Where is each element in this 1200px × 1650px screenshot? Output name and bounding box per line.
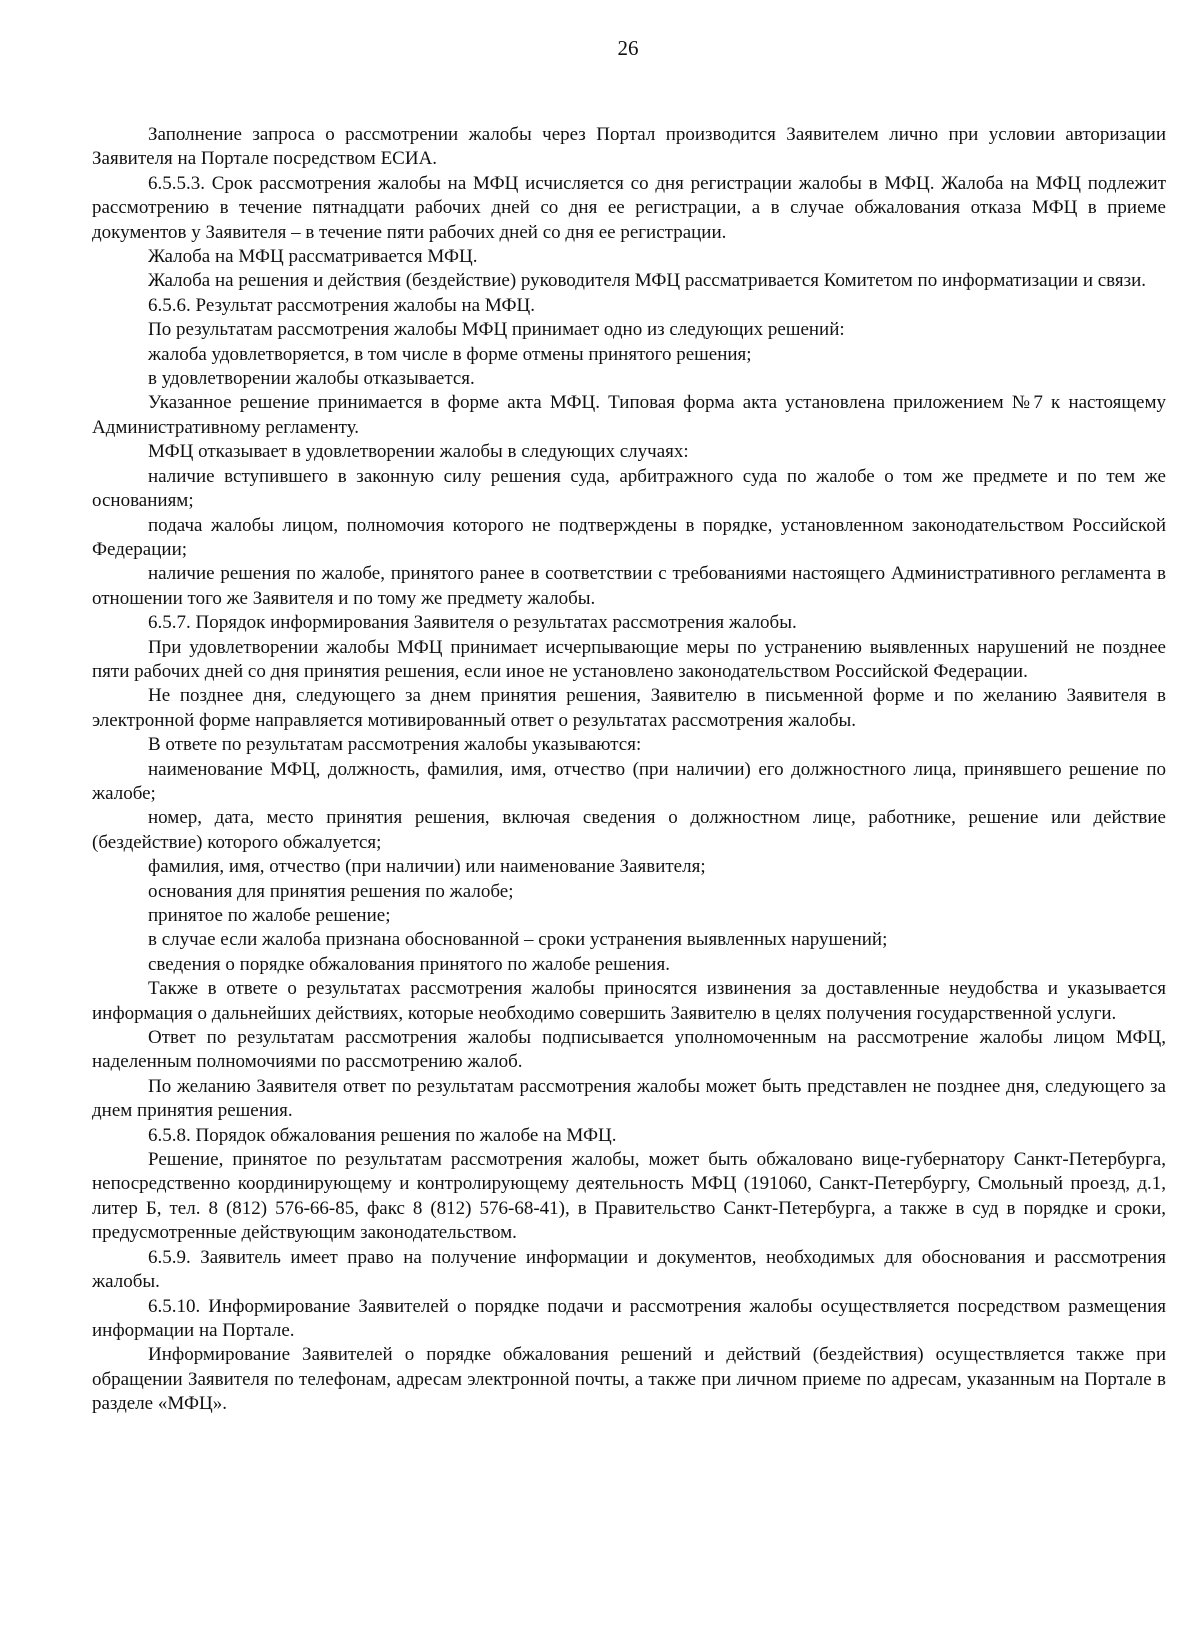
paragraph: Указанное решение принимается в форме акта МФЦ. Типовая форма акта установлена приложением №7 к настоящему Административному регламенту. [92, 392, 1166, 438]
paragraph: По результатам рассмотрения жалобы МФЦ принимает одно из следующих решений: [148, 319, 845, 341]
paragraph: Ответ по результатам рассмотрения жалобы подписывается уполномоченным на рассмотрение жалобы лицом МФЦ, наделенным полномочиями по рассмотрению жалоб. [92, 1027, 1166, 1073]
paragraph: 6.5.10. Информирование Заявителей о порядке подачи и рассмотрения жалобы осуществляется посредством размещения информации на Портале. [92, 1295, 1166, 1341]
paragraph: Также в ответе о результатах рассмотрения жалобы приносятся извинения за доставленные неудобства и указывается информация о дальнейших действиях, которые необходимо совершить Заявителю в целях получения государственной услуги. [92, 978, 1166, 1024]
paragraph: в случае если жалоба признана обоснованной – сроки устранения выявленных нарушений; [148, 929, 888, 951]
paragraph: сведения о порядке обжалования принятого по жалобе решения. [148, 953, 670, 975]
paragraph: наименование МФЦ, должность, фамилия, имя, отчество (при наличии) его должностного лица, принявшего решение по жалобе; [92, 758, 1166, 804]
paragraph: 6.5.9. Заявитель имеет право на получение информации и документов, необходимых для обоснования и рассмотрения жалобы. [92, 1246, 1166, 1293]
paragraph: Не позднее дня, следующего за днем принятия решения, Заявителю в письменной форме и по желанию Заявителя в электронной форме направляется мотивированный ответ о результатах рассмотрения жалобы. [92, 685, 1166, 731]
paragraph: принятое по жалобе решение; [148, 905, 391, 926]
paragraph: Информирование Заявителей о порядке обжалования решений и действий (бездействия) осуществляется также при обращении Заявителя по телефонам, адресам электронной почты, а также при личном приеме по адресам, указанным на Портале в разделе «МФЦ». [92, 1344, 1166, 1415]
paragraph: 6.5.7. Порядок информирования Заявителя о результатах рассмотрения жалобы. [148, 612, 797, 634]
paragraph: основания для принятия решения по жалобе; [148, 880, 514, 902]
paragraph: При удовлетворении жалобы МФЦ принимает исчерпывающие меры по устранению выявленных нарушений не позднее пяти рабочих дней со дня принятия решения, если иное не установлено законодательством Российской Федерации. [92, 636, 1166, 682]
paragraph: наличие решения по жалобе, принятого ранее в соответствии с требованиями настоящего Административного регламента в отношении того же Заявителя и по тому же предмету жалобы. [92, 563, 1166, 609]
paragraph: По желанию Заявителя ответ по результатам рассмотрения жалобы может быть представлен не позднее дня, следующего за днем принятия решения. [92, 1075, 1166, 1122]
paragraph: Заполнение запроса о рассмотрении жалобы через Портал производится Заявителем лично при условии авторизации Заявителя на Портале посредством ЕСИА. [92, 124, 1166, 170]
paragraph: наличие вступившего в законную силу решения суда, арбитражного суда по жалобе о том же предмете и по тем же основаниям; [92, 465, 1166, 512]
paragraph: в удовлетворении жалобы отказывается. [148, 368, 475, 390]
page-number: 26 [617, 36, 639, 60]
body-text [92, 123, 1166, 1417]
paragraph: МФЦ отказывает в удовлетворении жалобы в следующих случаях: [148, 441, 689, 463]
paragraph: фамилия, имя, отчество (при наличии) или наименование Заявителя; [148, 856, 706, 878]
paragraph: Жалоба на решения и действия (бездействие) руководителя МФЦ рассматривается Комитетом по информатизации и связи. [148, 270, 1147, 292]
paragraph: 6.5.5.3. Срок рассмотрения жалобы на МФЦ исчисляется со дня регистрации жалобы в МФЦ. Жалоба на МФЦ подлежит рассмотрению в течение пятнадцати рабочих дней со дня ее регистрации, а в случае обжалования отказа МФЦ в приеме документов у Заявителя – в течение пяти рабочих дней со дня ее регистрации. [92, 172, 1166, 243]
paragraph: подача жалобы лицом, полномочия которого не подтверждены в порядке, установленном законодательством Российской Федерации; [92, 514, 1166, 560]
paragraph: 6.5.6. Результат рассмотрения жалобы на МФЦ. [148, 294, 535, 316]
paragraph: Решение, принятое по результатам рассмотрения жалобы, может быть обжаловано вице-губернатору Санкт-Петербурга, непосредственно координирующему и контролирующему деятельность МФЦ (191060, Санкт-Петербургу, Смольный проезд, д.1, литер Б, тел. 8 (812) 576-66-85, факс 8 (812) 576-68-41), в Правительство Санкт-Петербурга, а также в суд в порядке и сроки, предусмотренные действующим законодательством. [92, 1149, 1166, 1244]
paragraph: номер, дата, место принятия решения, включая сведения о должностном лице, работнике, решение или действие (бездействие) которого обжалуется; [92, 807, 1166, 853]
paragraph: жалоба удовлетворяется, в том числе в форме отмены принятого решения; [148, 343, 752, 365]
paragraph: В ответе по результатам рассмотрения жалобы указываются: [148, 734, 642, 756]
paragraph: 6.5.8. Порядок обжалования решения по жалобе на МФЦ. [148, 1124, 617, 1146]
paragraph: Жалоба на МФЦ рассматривается МФЦ. [148, 246, 478, 268]
